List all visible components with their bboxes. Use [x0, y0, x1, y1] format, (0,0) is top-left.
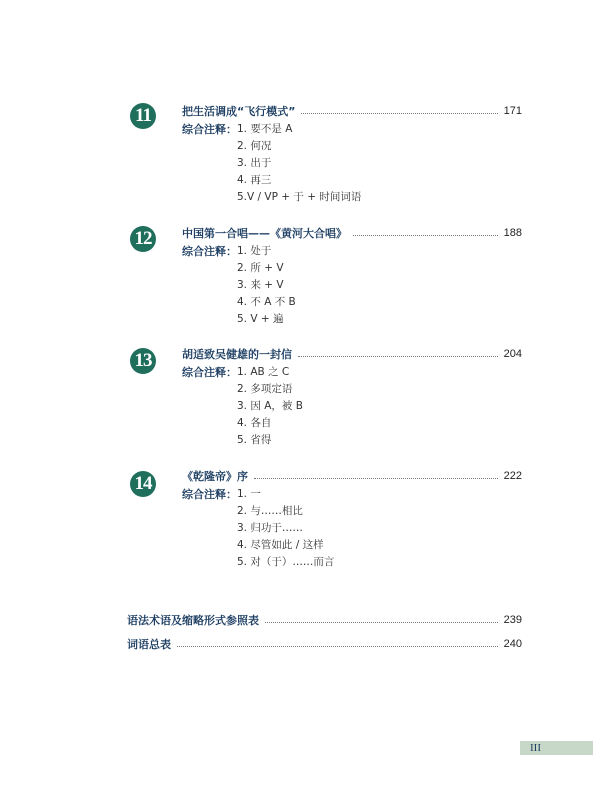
note-item: 4. 各自 — [237, 417, 272, 429]
note-item: 2. 所 + V — [237, 262, 284, 274]
note-item: 5.V / VP + 于 + 时间词语 — [237, 191, 362, 203]
back-matter-title: 词语总表 — [127, 638, 171, 651]
lesson-number-badge: 12 — [130, 226, 156, 252]
note-item: 1. AB 之 C — [237, 366, 290, 378]
lesson-title: 把生活调成“飞行模式” — [182, 105, 296, 118]
lesson-number-badge: 11 — [130, 103, 156, 129]
lesson-title: 中国第一合唱——《黄河大合唱》 — [182, 227, 347, 240]
leader-dots — [353, 235, 498, 236]
note-item: 4. 尽管如此 / 这样 — [237, 539, 324, 551]
toc-entry[interactable] — [182, 103, 522, 119]
note-item: 5. 省得 — [237, 434, 272, 446]
note-item: 3. 来 + V — [237, 279, 284, 291]
toc-entry-glossary-table[interactable] — [127, 612, 522, 628]
note-item: 1. 一 — [237, 488, 261, 500]
note-item: 1. 处于 — [237, 245, 272, 257]
note-item: 2. 何况 — [237, 140, 272, 152]
leader-dots — [254, 478, 498, 479]
leader-dots — [265, 622, 498, 623]
note-item: 3. 因 A，被 B — [237, 400, 303, 412]
note-item: 3. 出于 — [237, 157, 272, 169]
note-item: 1. 要不是 A — [237, 123, 293, 135]
page-number: 240 — [503, 638, 522, 650]
note-item: 5. V + 遍 — [237, 313, 284, 325]
page-number: 239 — [503, 614, 522, 626]
leader-dots — [301, 113, 497, 114]
notes-label: 综合注释： — [182, 488, 237, 501]
back-matter-title: 语法术语及缩略形式参照表 — [127, 614, 259, 627]
leader-dots — [177, 646, 498, 647]
toc-entry[interactable] — [182, 468, 522, 484]
note-item: 5. 对（于）……而言 — [237, 556, 335, 568]
toc-entry[interactable] — [182, 346, 522, 362]
note-item: 4. 再三 — [237, 174, 272, 186]
note-item: 2. 与……相比 — [237, 505, 303, 517]
toc-entry-vocabulary[interactable] — [127, 636, 522, 652]
notes-label: 综合注释： — [182, 245, 237, 258]
lesson-number-badge: 14 — [130, 471, 156, 497]
footer-page-number: III — [530, 742, 541, 754]
page-number: 222 — [503, 470, 522, 482]
toc-entry[interactable] — [182, 225, 522, 241]
note-item: 2. 多项定语 — [237, 383, 293, 395]
page-number: 188 — [503, 227, 522, 239]
page-number: 204 — [503, 348, 522, 360]
note-item: 3. 归功于…… — [237, 522, 303, 534]
notes-label: 综合注释： — [182, 123, 237, 136]
leader-dots — [298, 356, 498, 357]
lesson-title: 《乾隆帝》序 — [182, 470, 248, 483]
note-item: 4. 不 A 不 B — [237, 296, 296, 308]
lesson-title: 胡适致吴健雄的一封信 — [182, 348, 292, 361]
notes-label: 综合注释： — [182, 366, 237, 379]
page-number: 171 — [503, 105, 522, 117]
lesson-number-badge: 13 — [130, 348, 156, 374]
